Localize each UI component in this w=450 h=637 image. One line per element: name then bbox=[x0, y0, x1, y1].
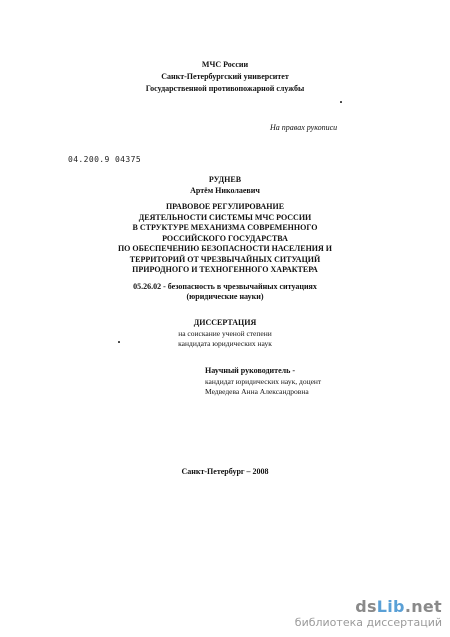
dslib-subtitle: библиотека диссертаций bbox=[294, 616, 442, 629]
scan-speck bbox=[340, 101, 342, 103]
title-line: ПРИРОДНОГО И ТЕХНОГЕННОГО ХАРАКТЕРА bbox=[132, 265, 318, 274]
dissertation-heading: ДИССЕРТАЦИЯ bbox=[193, 318, 257, 327]
degree-line-2: кандидата юридических наук bbox=[178, 339, 272, 348]
author-surname: РУДНЕВ bbox=[208, 175, 242, 184]
dslib-watermark bbox=[295, 598, 442, 629]
dissertation-title bbox=[0, 202, 450, 276]
title-line: РОССИЙСКОГО ГОСУДАРСТВА bbox=[162, 233, 288, 243]
dslib-logo: dsLib.net bbox=[355, 597, 442, 616]
supervisor-heading: Научный руководитель - bbox=[205, 366, 295, 375]
specialty-field: (юридические науки) bbox=[186, 292, 264, 301]
registry-stamp: 04.200.9 04375 bbox=[68, 155, 142, 164]
title-line: ДЕЯТЕЛЬНОСТИ СИСТЕМЫ МЧС РОССИИ bbox=[138, 212, 312, 222]
title-line: ПО ОБЕСПЕЧЕНИЮ БЕЗОПАСНОСТИ НАСЕЛЕНИЯ И bbox=[117, 244, 333, 253]
manuscript-note: На правах рукописи bbox=[270, 123, 338, 132]
supervisor-name: Медведева Анна Александровна bbox=[205, 387, 309, 396]
author-name: Артём Николаевич bbox=[190, 186, 260, 195]
place-year: Санкт-Петербург – 2008 bbox=[181, 467, 269, 476]
org-line-2: Санкт-Петербургский университет bbox=[161, 72, 289, 81]
org-line-3: Государственной противопожарной службы bbox=[145, 84, 305, 93]
title-line: ТЕРРИТОРИЙ ОТ ЧРЕЗВЫЧАЙНЫХ СИТУАЦИЙ bbox=[129, 254, 321, 264]
degree-line-1: на соискание ученой степени bbox=[178, 329, 272, 338]
title-line: В СТРУКТУРЕ МЕХАНИЗМА СОВРЕМЕННОГО bbox=[132, 223, 318, 232]
supervisor-degree: кандидат юридических наук, доцент bbox=[205, 377, 322, 386]
title-line: ПРАВОВОЕ РЕГУЛИРОВАНИЕ bbox=[165, 202, 285, 211]
org-line-1: МЧС России bbox=[201, 60, 249, 69]
specialty-code: 05.26.02 - безопасность в чрезвычайных ситуациях bbox=[133, 282, 317, 291]
